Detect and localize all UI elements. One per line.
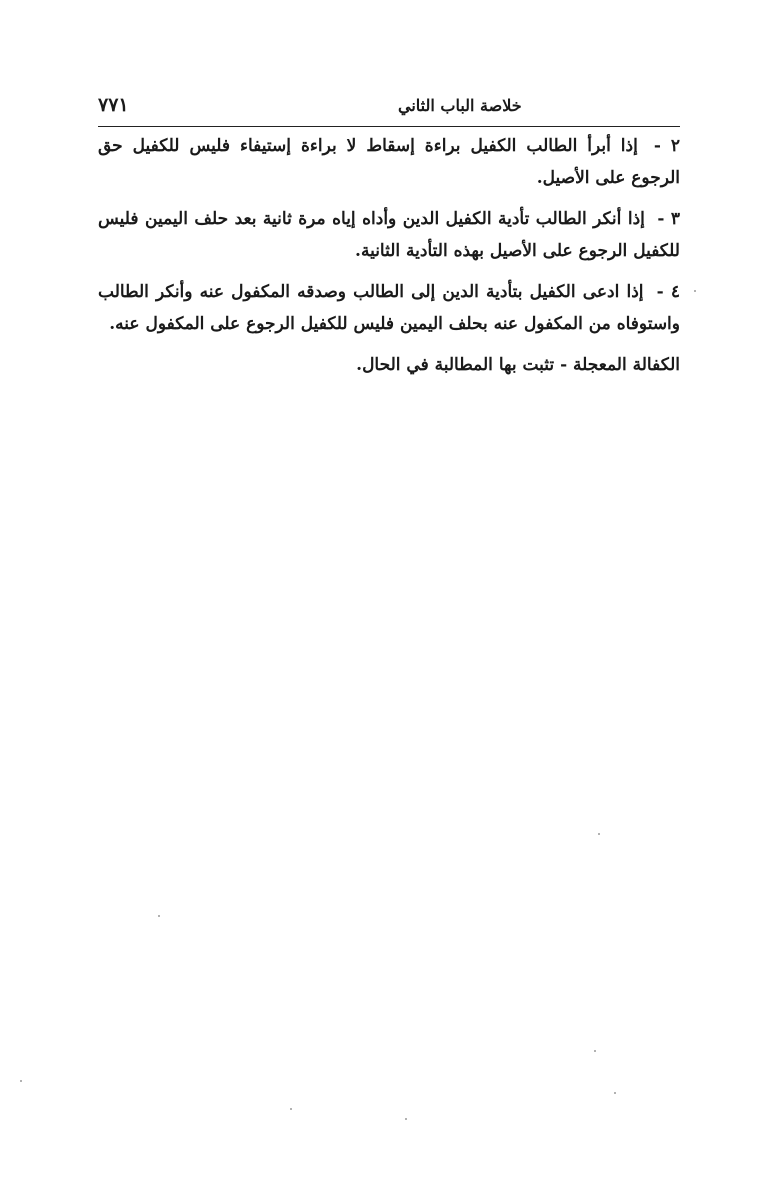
scan-speck <box>20 1080 22 1082</box>
page-header <box>98 94 680 126</box>
numbered-item <box>98 203 680 267</box>
scan-speck <box>614 1092 616 1094</box>
item-number: ٤ - <box>656 282 680 302</box>
scan-speck <box>694 290 696 292</box>
scan-speck <box>598 833 600 835</box>
scan-speck <box>290 1108 292 1110</box>
scan-speck <box>158 915 160 917</box>
closing-paragraph: الكفالة المعجلة - تثبت بها المطالبة في الحال. <box>356 355 680 375</box>
page-number: ٧٧١ <box>98 94 129 116</box>
item-number: ٣ - <box>657 209 680 229</box>
header-rule <box>98 126 680 127</box>
item-text: إذا أنكر الطالب تأدية الكفيل الدين وأداه إياه مرة ثانية بعد حلف اليمين فليس للكفيل الرجوع على الأصيل بهذه التأدية الثانية. <box>98 209 680 261</box>
item-number: ٢ - <box>653 136 680 156</box>
item-text: إذا ادعى الكفيل بتأدية الدين إلى الطالب وصدقه المكفول عنه وأنكر الطالب واستوفاه من المكفول عنه بحلف اليمين فليس للكفيل الرجوع على المكفول عنه. <box>98 282 680 334</box>
numbered-item <box>98 130 680 194</box>
item-text: إذا أبرأ الطالب الكفيل براءة إسقاط لا براءة إستيفاء فليس للكفيل حق الرجوع على الأصيل. <box>98 136 680 188</box>
scan-speck <box>405 1118 407 1120</box>
scan-speck <box>594 1050 596 1052</box>
page-body <box>98 130 680 381</box>
numbered-item <box>98 276 680 340</box>
running-title: خلاصة الباب الثاني <box>398 96 522 115</box>
